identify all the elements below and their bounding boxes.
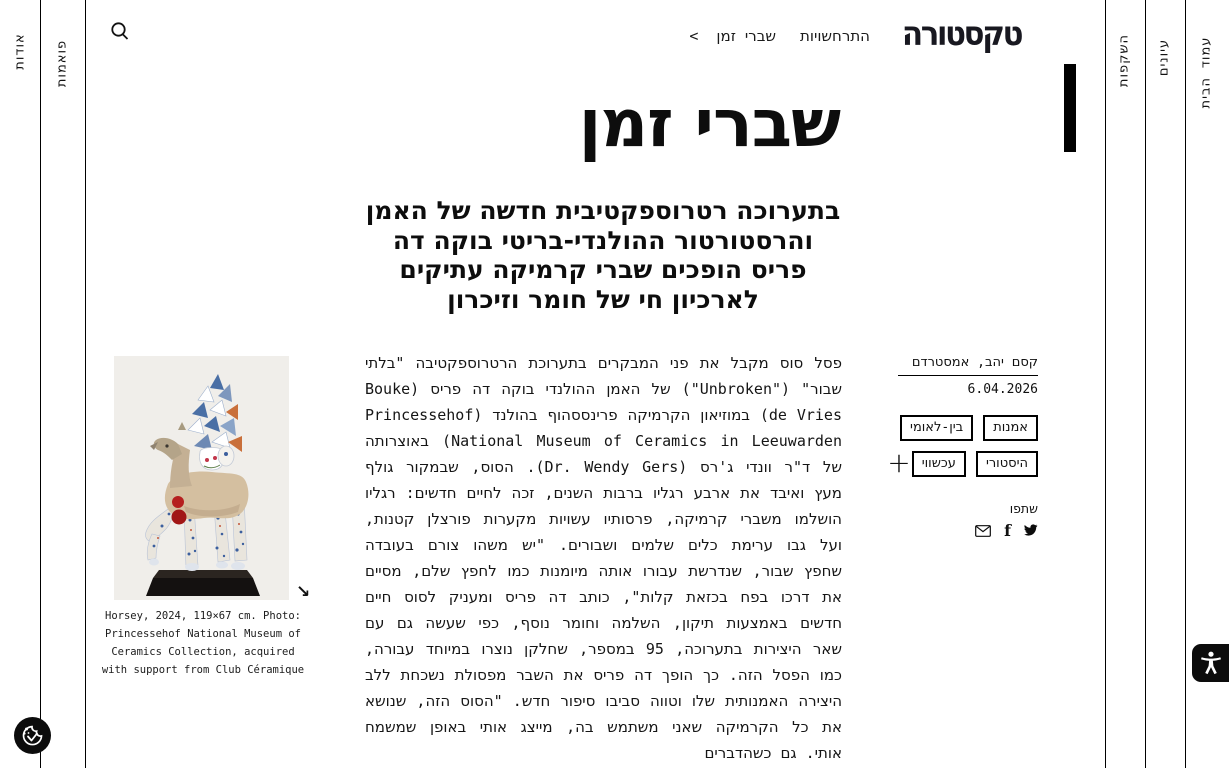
tag-international[interactable]: בין-לאומי xyxy=(900,415,973,441)
frame-rule xyxy=(1145,0,1146,768)
sidebar-item-poems[interactable]: פואמות xyxy=(54,39,70,88)
horse-sculpture-photo xyxy=(114,356,289,600)
expand-image-arrow-icon[interactable]: ↘ xyxy=(296,582,311,602)
decorative-black-bar xyxy=(1064,64,1076,152)
sidebar-item-studies[interactable]: עיונים xyxy=(1156,38,1172,77)
more-tags-button[interactable]: + xyxy=(887,446,911,479)
image-caption: Horsey, 2024, 119×67 cm. Photo: Princessehof National Museum of Ceramics Collection, acquired with support from Club Céramique xyxy=(101,610,305,676)
tag-art[interactable]: אמנות xyxy=(983,415,1038,441)
search-icon[interactable] xyxy=(108,20,132,44)
author-link[interactable]: קסם יהב, אמסטרדם xyxy=(898,355,1038,376)
breadcrumb xyxy=(689,27,870,45)
breadcrumb-current[interactable]: שברי זמן xyxy=(716,27,777,45)
frame-rule xyxy=(40,0,41,768)
site-logo[interactable]: טקסטורה xyxy=(901,14,1021,54)
twitter-icon[interactable] xyxy=(1024,523,1038,538)
article-body: פסל סוס מקבל את פני המבקרים בתערוכת הרטרוספקטיבה "בלתי שבור" ("Unbroken") של האמן ההולנדי בוקה דה פריס (Bouke de Vries) במוזיאון הקרמיקה פרינססהוף בהולנד (Princessehof National Museum of Ceramics in Leeuwarden) באוצרותה של ד"ר וונדי ג'רס (Dr. Wendy Gers). הסוס, שבמקור גולף מעץ ואיבד את ארבע רגליו ברבות השנים, זכה לחיים חדשים: רגליו הושלמו משברי קרמיקה, פרסותיו עשויות מקערות פורצלן קטנות, ועל גבו ערימת כלים שלמים ושבורים. "יש משהו צורם בעובדה שחפץ שבור, שנדרשת עבורו אותה מיומנות כמו לחפץ שלם, מסיים את דרכו בפח בכזאת קלות", כותב דה פריס ומעניק לסוס חיים חדשים באמצעות תיקון, השלמה וחומר נוסף, כפי שעשה גם עם שאר היצירות בתערוכה, 95 במספר, שחלקן נוצרו במיוחד עבורה, כמו הפסל הזה. כך הופך דה פריס את השבר מפסולת נשכחת ללב היצירה האמנותית שלו וטווה סביבו סיפור חדש. "הסוס הזה, שנושא את כל הקרמיקה שאני משתמש בה, מייצג אותי באופן שמשמח אותי. גם כשהדברים xyxy=(365,354,842,762)
accessibility-button[interactable] xyxy=(1192,644,1229,682)
share-icons xyxy=(975,523,1038,538)
cookie-settings-button[interactable] xyxy=(14,717,51,754)
accessibility-person-icon xyxy=(1200,651,1222,675)
publish-date: 6.04.2026 xyxy=(967,382,1038,397)
sidebar-item-perspectives[interactable]: השקפות xyxy=(1116,33,1132,88)
tag-historic[interactable]: היסטורי xyxy=(976,451,1038,477)
article-figure xyxy=(114,356,289,600)
sidebar-item-home[interactable]: עמוד הבית xyxy=(1198,36,1214,109)
tag-contemporary[interactable]: עכשווי xyxy=(912,451,966,477)
sidebar-item-about[interactable]: אודות xyxy=(12,33,28,70)
breadcrumb-parent[interactable]: התרחשויות xyxy=(800,27,870,45)
frame-rule xyxy=(1185,0,1186,768)
frame-rule xyxy=(85,0,86,768)
email-icon[interactable] xyxy=(975,523,991,538)
share-label: שתפו xyxy=(1009,501,1038,516)
byline xyxy=(898,351,1038,397)
article-subtitle: בתערוכה רטרוספקטיבית חדשה של האמן והרסטורטור ההולנדי-בריטי בוקה דה פריס הופכים שברי קרמיקה עתיקים לארכיון חי של חומר וזיכרון xyxy=(365,196,841,314)
chevron-left-icon: < xyxy=(689,27,699,45)
frame-rule xyxy=(1105,0,1106,768)
facebook-icon[interactable]: f xyxy=(1004,521,1011,540)
page-title: שברי זמן xyxy=(578,85,840,162)
